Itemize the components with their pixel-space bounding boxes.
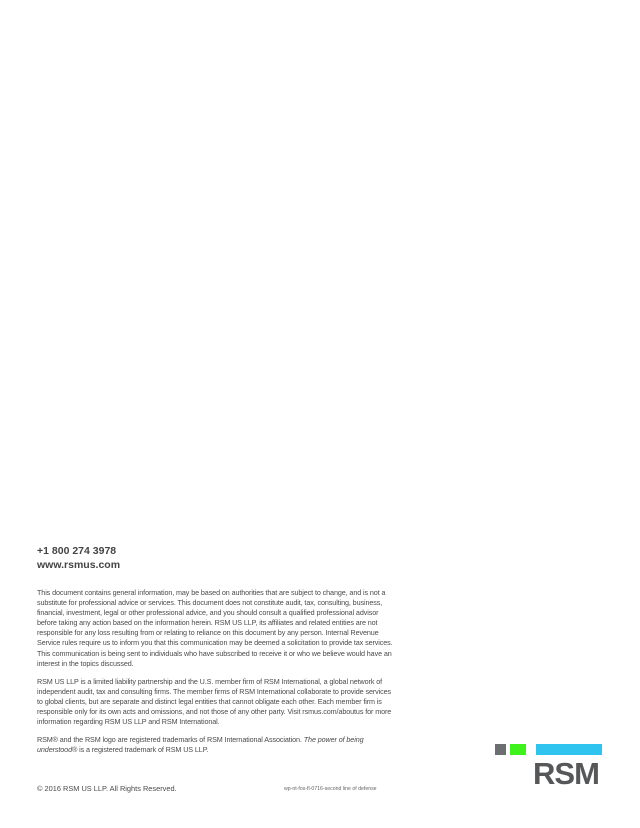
logo-bars	[495, 744, 603, 755]
logo-wordmark: RSM	[533, 756, 599, 791]
disclaimer-paragraph-general: This document contains general information, may be based on authorities that are subject to change, and is not a substitute for professional advice or services. This document does not constitute audit, tax, consulting, business, financial, investment, legal or other professional advice, and you should consult a qualified professional advisor before taking any action based on the information herein. RSM US LLP, its affiliates and related entities are not responsible for any loss resulting from or relating to reliance on this document by any person. Internal Revenue Service rules require us to inform you that this communication may be deemed a solicitation to provide tax services. This communication is being sent to individuals who have subscribed to receive it or who we believe would have an interest in the topics discussed.	[37, 588, 393, 668]
trademark-text-start: RSM® and the RSM logo are registered trademarks of RSM International Association.	[37, 735, 304, 745]
disclaimer-paragraph-trademark	[37, 735, 393, 755]
phone-number: +1 800 274 3978	[37, 545, 117, 557]
legal-disclaimer	[37, 588, 393, 763]
website-link[interactable]: www.rsmus.com	[37, 559, 121, 571]
logo-bar-gray	[495, 744, 506, 755]
disclaimer-paragraph-firm: RSM US LLP is a limited liability partnership and the U.S. member firm of RSM International, a global network of independent audit, tax and consulting firms. The member firms of RSM International collaborate to provide services to global clients, but are separate and distinct legal entities that cannot obligate each other. Each member firm is responsible only for its own acts and omissions, and not those of any other party. Visit rsmus.com/aboutus for more information regarding RSM US LLP and RSM International.	[37, 676, 392, 727]
trademark-text-end: is a registered trademark of RSM US LLP.	[77, 745, 209, 755]
trademark-slogan: The power of being understood®	[37, 735, 364, 755]
rsm-logo	[495, 744, 603, 791]
copyright-notice: © 2016 RSM US LLP. All Rights Reserved.	[37, 784, 177, 793]
logo-bar-cyan	[536, 744, 602, 755]
logo-bar-green	[510, 744, 526, 755]
document-code: wp-nt-fos-fl-0716-second line of defense	[284, 786, 377, 792]
contact-block	[37, 544, 120, 572]
